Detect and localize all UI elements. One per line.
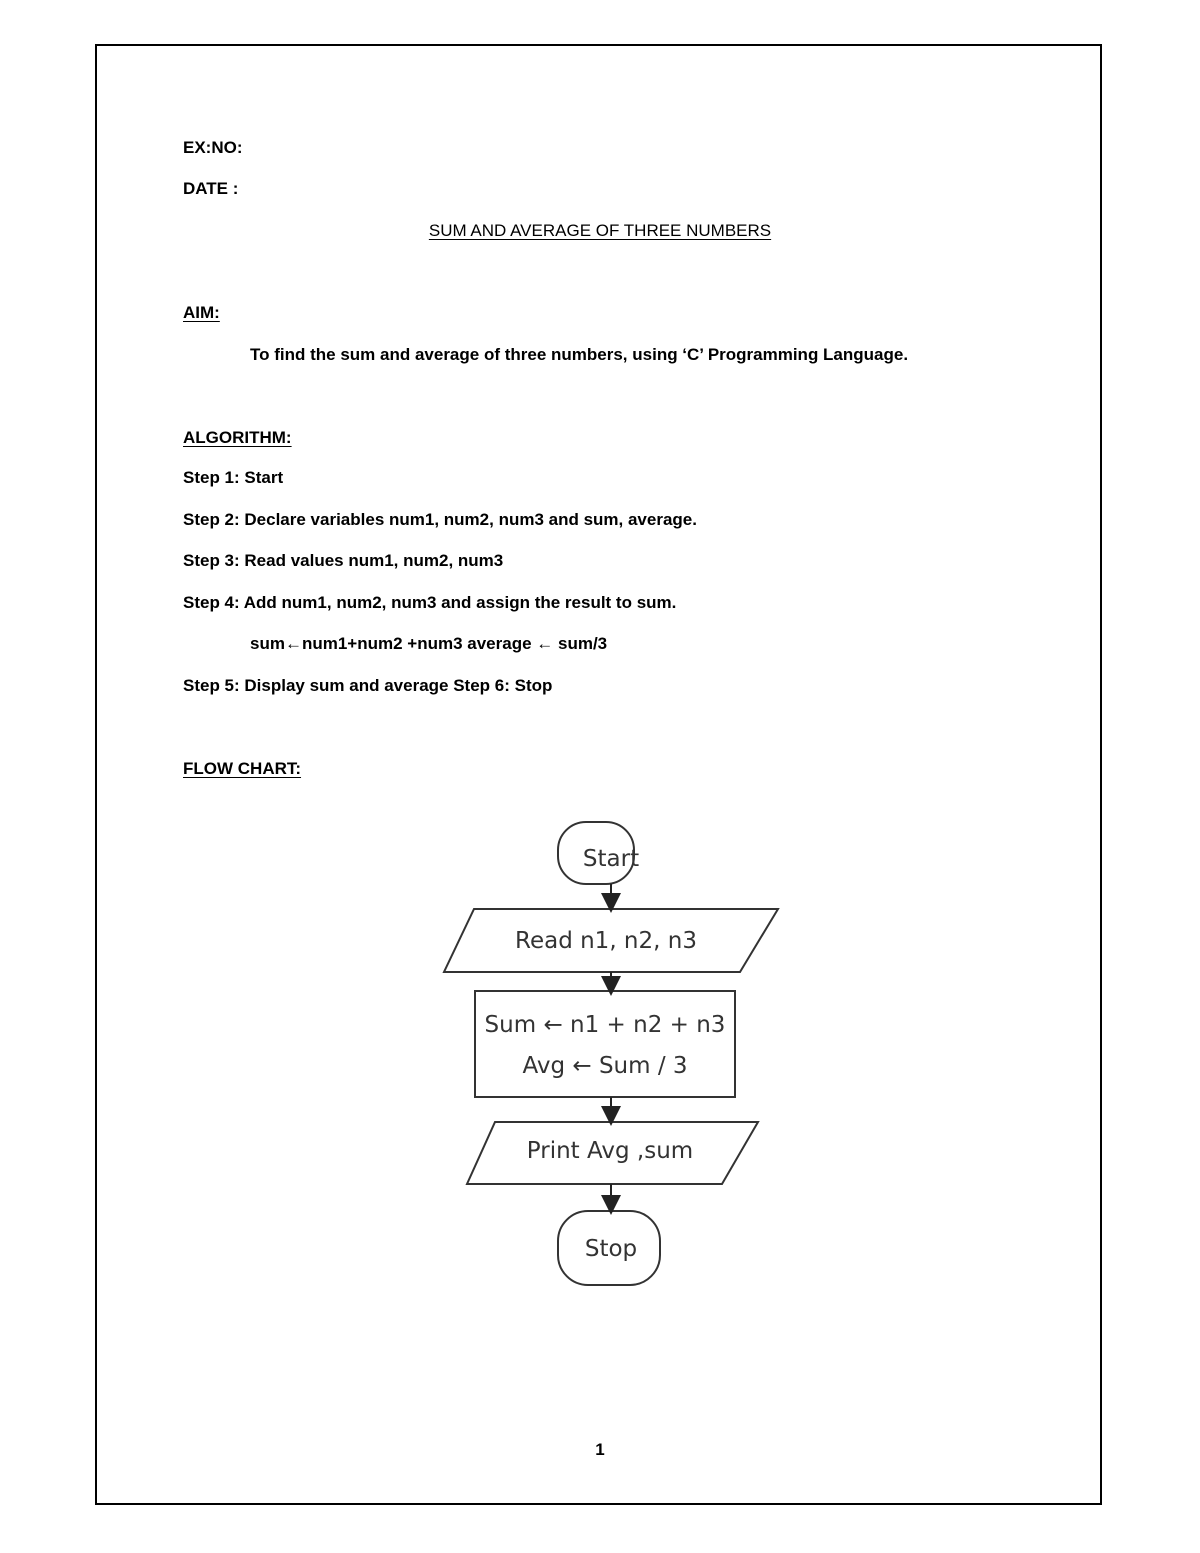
flowchart-diagram — [440, 815, 785, 1295]
algorithm-formula: sum←num1+num2 +num3 average ← sum/3 — [250, 634, 608, 653]
page-number: 1 — [595, 1440, 605, 1459]
page-title: SUM AND AVERAGE OF THREE NUMBERS — [428, 221, 772, 240]
algorithm-step: Step 1: Start — [183, 468, 284, 487]
aim-text: To find the sum and average of three numbers, using ‘C’ Programming Language. — [250, 345, 909, 364]
stop-label: Stop — [584, 1236, 638, 1262]
print-label: Print Avg ,sum — [526, 1138, 694, 1164]
algorithm-step: Step 5: Display sum and average Step 6: Stop — [183, 676, 553, 695]
algorithm-step: Step 2: Declare variables num1, num2, num3 and sum, average. — [183, 510, 697, 529]
flowchart-heading: FLOW CHART: — [183, 759, 302, 778]
algorithm-heading: ALGORITHM: — [183, 428, 292, 447]
process-line-1: Sum ← n1 + n2 + n3 — [484, 1012, 726, 1038]
date-label: DATE : — [183, 179, 239, 198]
algorithm-step: Step 3: Read values num1, num2, num3 — [183, 551, 504, 570]
process-box — [475, 991, 735, 1097]
aim-heading: AIM: — [183, 303, 220, 322]
algorithm-step: Step 4: Add num1, num2, num3 and assign the result to sum. — [183, 593, 677, 612]
start-label: Start — [582, 846, 640, 872]
process-line-2: Avg ← Sum / 3 — [522, 1053, 688, 1079]
ex-no-label: EX:NO: — [183, 138, 243, 157]
read-label: Read n1, n2, n3 — [515, 928, 697, 954]
